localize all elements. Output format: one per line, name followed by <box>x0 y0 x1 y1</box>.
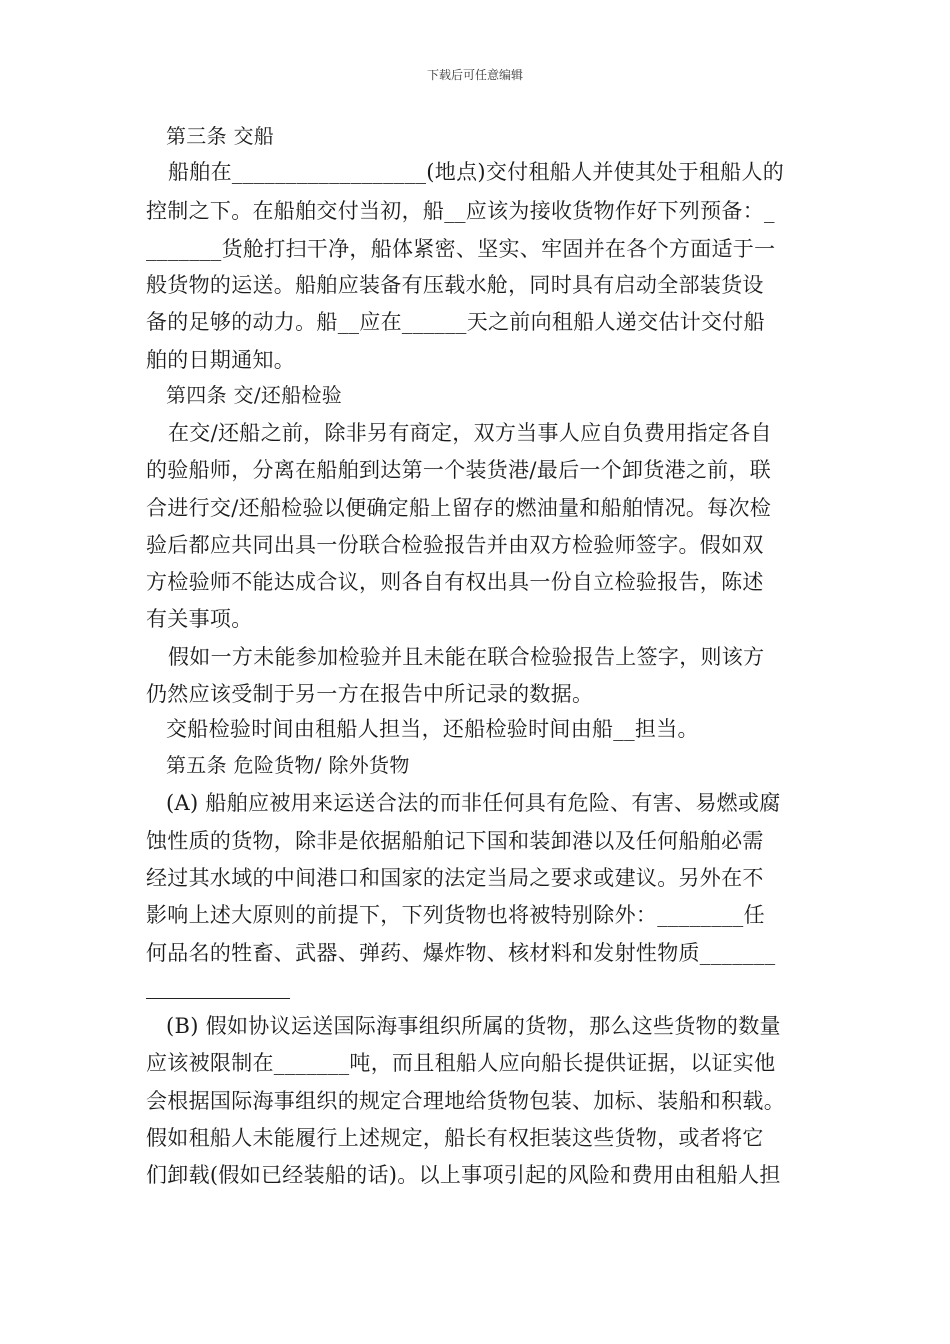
paragraph-line: 交船检验时间由租船人担当，还船检验时间由船__担当。 <box>166 717 699 741</box>
paragraph-line: 会根据国际海事组织的规定合理地给货物包装、加标、装船和积载。 <box>146 1089 785 1113</box>
paragraph-line: 有关事项。 <box>146 607 253 631</box>
paragraph-line: 假如一方未能参加检验并且未能在联合检验报告上签字，则该方 <box>168 645 765 669</box>
paragraph-line: 假如租船人未能履行上述规定，船长有权拒装这些货物，或者将它 <box>146 1126 764 1150</box>
paragraph-line: 船舶在__________________(地点)交付租船人并使其处于租船人的 <box>168 160 785 184</box>
paragraph-line: 合进行交/还船检验以便确定船上留存的燃油量和船舶情况。每次检 <box>146 496 772 520</box>
section-heading: 第三条 交船 <box>166 124 275 148</box>
paragraph-line: 般货物的运送。船舶应装备有压载水舱，同时具有启动全部装货设 <box>146 273 764 297</box>
paragraph-line: 何品名的牲畜、武器、弹药、爆炸物、核材料和发射性物质_______ <box>146 941 776 965</box>
page-header: 下载后可任意编辑 <box>426 68 523 82</box>
paragraph-line: 仍然应该受制于另一方在报告中所记录的数据。 <box>146 682 594 706</box>
paragraph-line: 在交/还船之前，除非另有商定，双方当事人应自负费用指定各自 <box>168 421 772 445</box>
paragraph-line: _______货舱打扫干净，船体紧密、坚实、牢固并在各个方面适于一 <box>146 237 776 261</box>
paragraph-line: 控制之下。在船舶交付当初，船__应该为接收货物作好下列预备：_ <box>146 199 775 223</box>
paragraph-line: 验后都应共同出具一份联合检验报告并由双方检验师签字。假如双 <box>146 533 764 557</box>
paragraph-line: 备的足够的动力。船__应在______天之前向租船人递交估计交付船 <box>146 310 765 334</box>
paragraph-line: (B) 假如协议运送国际海事组织所属的货物，那么这些货物的数量 <box>166 1014 781 1038</box>
paragraph-line: 应该被限制在_______吨，而且租船人应向船长提供证据，以证实他 <box>146 1051 776 1075</box>
paragraph-line: 方检验师不能达成合议，则各自有权出具一份自立检验报告，陈述 <box>146 570 764 594</box>
blank-underline <box>146 998 290 999</box>
paragraph-line: (A) 船舶应被用来运送合法的而非任何具有危险、有害、易燃或腐 <box>166 791 781 815</box>
paragraph-line: 们卸载(假如已经装船的话)。以上事项引起的风险和费用由租船人担 <box>146 1163 781 1187</box>
paragraph-line: 经过其水域的中间港口和国家的法定当局之要求或建议。另外在不 <box>146 866 764 890</box>
section-heading: 第五条 危险货物/ 除外货物 <box>166 753 410 777</box>
paragraph-line: 蚀性质的货物，除非是依据船舶记下国和装卸港以及任何船舶必需 <box>146 829 764 853</box>
section-heading: 第四条 交/还船检验 <box>166 383 343 407</box>
paragraph-line: 影响上述大原则的前提下，下列货物也将被特别除外：________任 <box>146 903 765 927</box>
paragraph-line: 舶的日期通知。 <box>146 348 296 372</box>
paragraph-line: 的验船师，分离在船舶到达第一个装货港/最后一个卸货港之前，联 <box>146 458 772 482</box>
